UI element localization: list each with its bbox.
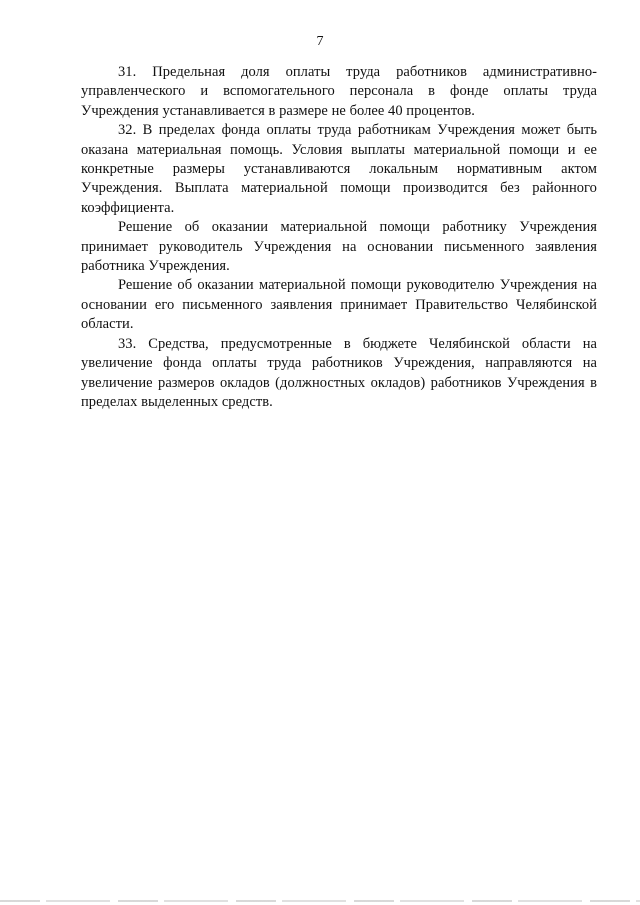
scan-edge-line (0, 900, 640, 902)
paragraph-33: 33. Средства, предусмотренные в бюджете Челябинской области на увеличение фонда оплаты труда работников Учреждения, направляются на увеличение размеров окладов (должностных окладов) работников Учреждения в пределах выделенных средств. (81, 335, 597, 410)
paragraph-assistance-director: Решение об оказании материальной помощи руководителю Учреждения на основании его письменного заявления принимает Правительство Челябинской области. (81, 277, 597, 333)
paragraph-assistance-employee: Решение об оказании материальной помощи работнику Учреждения принимает руководитель Учреждения на основании письменного заявления работника Учреждения. (81, 219, 597, 275)
document-body (81, 63, 597, 412)
page-number: 7 (316, 34, 324, 49)
paragraph-32: 32. В пределах фонда оплаты труда работникам Учреждения может быть оказана материальная помощь. Условия выплаты материальной помощи и ее конкретные размеры устанавливаются локальным нормативным актом Учреждения. Выплата материальной помощи производится без районного коэффициента. (81, 122, 597, 216)
paragraph-31: 31. Предельная доля оплаты труда работников административно-управленческого и вспомогательного персонала в фонде оплаты труда Учреждения устанавливается в размере не более 40 процентов. (81, 64, 597, 119)
